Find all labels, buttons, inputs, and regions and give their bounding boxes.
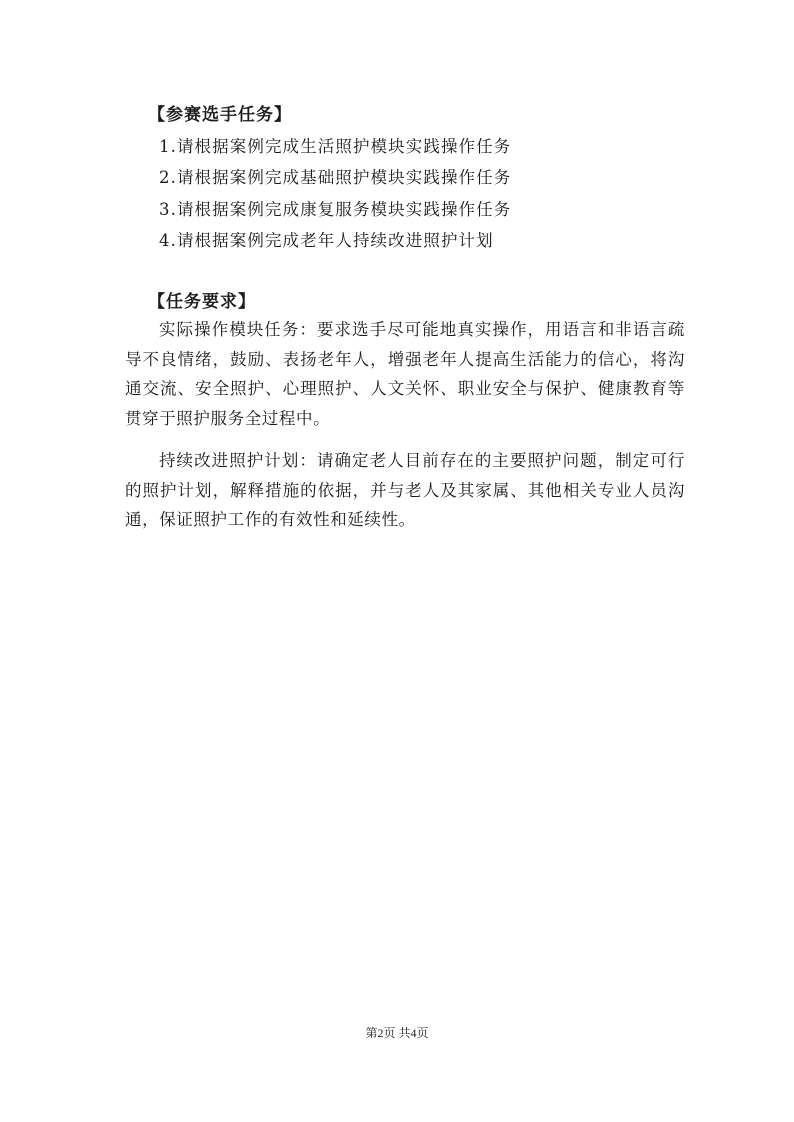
- page-footer: 第2页 共4页: [365, 1026, 429, 1040]
- paragraph-practical-operation: 实际操作模块任务：要求选手尽可能地真实操作，用语言和非语言疏导不良情绪，鼓励、表扬老年人，增强老年人提高生活能力的信心，将沟通交流、安全照护、心理照护、人文关怀、职业安全与保护、健康教育等贯穿于照护服务全过程中。: [125, 320, 685, 428]
- task-item-1: 1.请根据案例完成生活照护模块实践操作任务: [159, 137, 512, 156]
- section-heading-task-requirements: 【任务要求】: [148, 292, 256, 312]
- task-item-2: 2.请根据案例完成基础照护模块实践操作任务: [159, 168, 512, 187]
- task-item-4: 4.请根据案例完成老年人持续改进照护计划: [159, 231, 494, 250]
- paragraph-care-plan: 持续改进照护计划：请确定老人目前存在的主要照护问题，制定可行的照护计划，解释措施的依据，并与老人及其家属、其他相关专业人员沟通，保证照护工作的有效性和延续性。: [125, 451, 685, 529]
- section-heading-contestant-tasks: 【参赛选手任务】: [148, 105, 292, 125]
- task-item-3: 3.请根据案例完成康复服务模块实践操作任务: [159, 200, 512, 219]
